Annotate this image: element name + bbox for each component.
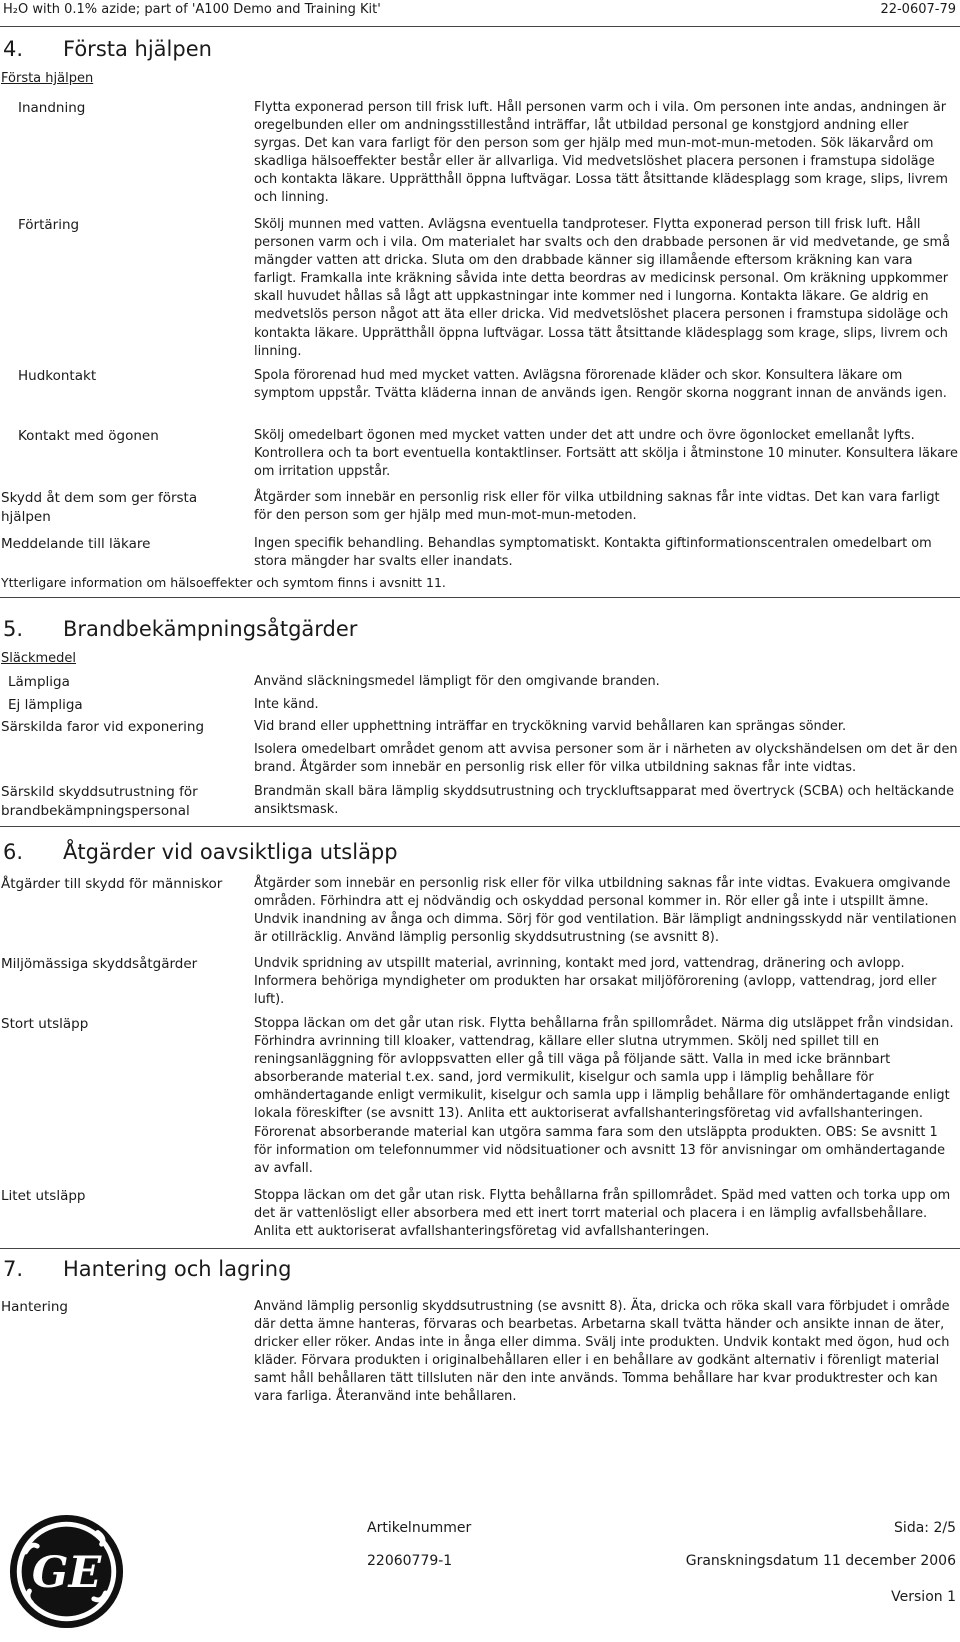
label-ogonkontakt: Kontakt med ögonen [18,428,159,444]
section-4-subtitle: Första hjälpen [1,71,94,86]
label-lampliga: Lämpliga [8,674,70,690]
section-divider [0,826,960,827]
text-miljo: Undvik spridning av utspillt material, avrinning, kontakt med jord, vattendrag, dränering och avlopp. Informera behöriga myndigheter om produkten har orsakat miljöförorening (avlopp, vattendrag, jord eller luft). [254,956,937,1008]
text-stort-utslapp: Stoppa läckan om det går utan risk. Flytta behållarna från spillområdet. Närma dig utsläppet från vindsidan. Förhindra avrinning till kloaker, vattendrag, källare eller slutna utrymmen. Skölj ned spillet till en reningsanläggning för avloppsvatten eller gå till väga på följande sätt. Valla in med icke brännbart absorberande material t.ex. sand, jord vermikulit, kiselgur och samla upp i lämplig behållare för omhändertagande enligt vermikulit, kiselgur och samla upp i lämplig behållare för omhändertagande enligt lokala föreskifter (se avsnitt 13). Anlita ett auktoriserat avfallshanteringsföretag vid avfallshanteringen. Förorenat absorberande material kan utgöra samma fara som den utsläppta produkten. OBS: Se avsnitt 1 för information om telefonnummer vid nödsituationer och avsnitt 13 för anvisningar om omhändertagande av avfall. [254,1016,954,1176]
text-inandning: Flytta exponerad person till frisk luft. Håll personen varm och i vila. Om personen inte andas, andningen är oregelbunden eller om andningsstillestånd inträffar, låt utbildad personal ge konstgjord andning eller syrgas. Det kan vara farligt för den person som ger hjälp med mun-mot-mun-metoden. Sök läkarvård om skadliga hälsoeffekter består eller är allvarliga. Vid medvetslöshet placera personen i framstupa sidoläge och kontakta läkare. Upprätthåll öppna luftvägar. Lossa tätt åtsittande klädesplagg som krage, slips, livrem och linning. [254,100,948,206]
label-fortaring: Förtäring [18,217,80,233]
text-lampliga: Använd släckningsmedel lämpligt för den omgivande branden. [254,674,660,689]
text-skydd-manniskor: Åtgärder som innebär en personlig risk eller för vilka utbildning saknas får inte vidtas. Evakuera omgivande områden. Förhindra att ej nödvändig och oskyddad personal kommer in. Rör eller gå inte i utspillt ämne. Undvik inandning av ånga och dimma. Sörj för god ventilation. Bär lämpligt andningsskydd när ventilationen är otillräcklig. Använd lämplig personlig skyddsutrustning (se avsnitt 8). [254,876,957,946]
section-5-title: 5. Brandbekämpningsåtgärder [3,617,358,641]
label-hantering: Hantering [1,1299,69,1315]
text-ej-lampliga: Inte känd. [254,697,319,712]
section-4-note: Ytterligare information om hälsoeffekter och symtom finns i avsnitt 11. [1,575,446,590]
document-code: 22-0607-79 [880,2,956,17]
text-hantering: Använd lämplig personlig skyddsutrustning (se avsnitt 8). Äta, dricka och röka skall vara förbjudet i område där detta ämne hanteras, förvaras och bearbetas. Arbetarna skall tvätta händer och ansikte innan de äter, dricker eller röker. Andas inte in ånga eller dimma. Svälj inte produkten. Undvik kontakt med ögon, hud och kläder. Förvara produkten i originalbehållaren eller i en behållare av godkänt alternativ i förenligt material samt håll behållaren tätt tillsluten när den inte används. Tomma behållare har kvar produktrester och kan vara farliga. Återanvänd inte behållaren. [254,1299,950,1405]
product-name: H₂O with 0.1% azide; part of 'A100 Demo and Training Kit' [3,2,381,17]
text-litet-utslapp: Stoppa läckan om det går utan risk. Flytta behållarna från spillområdet. Späd med vatten och torka upp om det är vattenlösligt eller absorbera med ett inert torrt material och placera i en lämplig avfallsbehållare. Anlita ett auktoriserat avfallshanteringsföretag vid avfallshanteringen. [254,1188,951,1240]
label-inandning: Inandning [18,100,86,116]
section-4-title: 4. Första hjälpen [3,37,212,61]
logo-lettering: GE [31,1548,102,1599]
text-fortaring: Skölj munnen med vatten. Avlägsna eventuella tandproteser. Flytta exponerad person till frisk luft. Håll personen varm och i vila. Om materialet har svalts och den drabbade personen är vid medvetande, ge små mängder vatten att dricka. Sluta om den drabbade känner sig illamående eftersom kräkning kan vara farligt. Framkalla inte kräkning såvida inte detta beordras av medicinsk personal. Om kräkning uppkommer skall huvudet hållas så lågt att uppkastningar inte kommer ned i lungorna. Kontakta läkare. Ge aldrig en medvetslös person något att äta eller dricka. Vid medvetslöshet placera personen i framstupa sidoläge och kontakta läkare. Upprätthåll öppna luftvägar. Lossa tätt åtsittande klädesplagg som krage, slips, livrem och linning. [254,217,950,359]
label-skyddsutrustning: Särskild skyddsutrustning för brandbekämpningspersonal [1,784,198,819]
section-divider [0,1248,960,1249]
label-skydd-forsta-hjalpen: Skydd åt dem som ger första hjälpen [1,490,198,525]
section-7-title: 7. Hantering och lagring [3,1257,292,1281]
review-date: Granskningsdatum 11 december 2006 [685,1553,956,1569]
label-sarskilda-faror: Särskilda faror vid exponering [1,719,205,735]
article-number-label: Artikelnummer [367,1520,472,1536]
section-divider [0,597,960,598]
text-sarskilda-faror: Vid brand eller upphettning inträffar en tryckökning varvid behållaren kan sprängas sönder. [254,719,847,734]
section-5-subtitle: Släckmedel [1,651,77,666]
version: Version 1 [891,1589,956,1605]
label-hudkontakt: Hudkontakt [18,368,97,384]
article-number-value: 22060779-1 [367,1553,453,1569]
label-litet-utslapp: Litet utsläpp [1,1188,86,1204]
text-skyddsutrustning: Brandmän skall bära lämplig skyddsutrustning och tryckluftsapparat med övertryck (SCBA) och heltäckande ansiktsmask. [254,784,955,818]
text-isolera: Isolera omedelbart området genom att avvisa personer som är i närheten av olyckshändelsen om det är den brand. Åtgärder som innebär en personlig risk eller för vilka utbildning saknas får inte vidtas. [254,742,958,776]
label-stort-utslapp: Stort utsläpp [1,1016,89,1032]
section-6-title: 6. Åtgärder vid oavsiktliga utsläpp [3,840,398,864]
page-number: Sida: 2/5 [894,1520,956,1536]
label-miljo: Miljömässiga skyddsåtgärder [1,956,198,972]
text-ogonkontakt: Skölj omedelbart ögonen med mycket vatten under det att undre och övre ögonlocket emellanåt lyfts. Kontrollera och ta bort eventuella kontaktlinser. Fortsätt att skölja i åtminstone 10 minuter. Konsultera läkare om irritation uppstår. [254,428,958,480]
label-skydd-manniskor: Åtgärder till skydd för människor [1,876,223,892]
header-divider [0,26,960,27]
label-ej-lampliga: Ej lämpliga [8,697,83,713]
label-meddelande-lakare: Meddelande till läkare [1,536,151,552]
text-hudkontakt: Spola förorenad hud med mycket vatten. Avlägsna förorenade kläder och skor. Konsultera läkare om symptom uppstår. Tvätta kläderna innan de används igen. Rengör skorna noggrant innan de används igen. [254,368,947,402]
document-header [0,0,960,26]
ge-logo-icon [8,1513,125,1630]
text-meddelande-lakare: Ingen specifik behandling. Behandlas symptomatiskt. Kontakta giftinformationscentralen omedelbart om stora mängder har svalts eller inandats. [254,536,932,570]
text-skydd-forsta-hjalpen: Åtgärder som innebär en personlig risk eller för vilka utbildning saknas får inte vidtas. Det kan vara farligt för den person som ger hjälp med mun-mot-mun-metoden. [254,490,940,524]
